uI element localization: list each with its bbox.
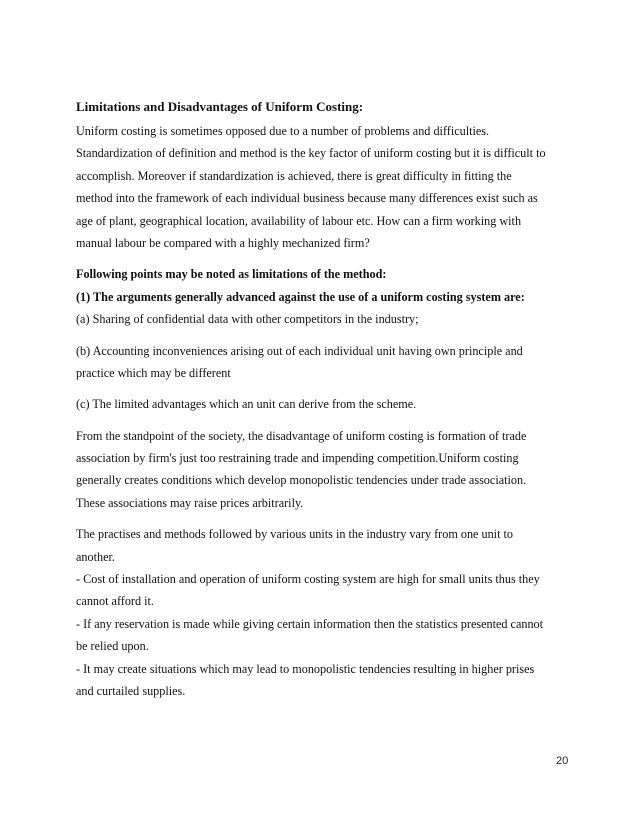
practises-paragraph	[76, 523, 576, 702]
spacer	[76, 331, 576, 340]
intro-paragraph	[76, 120, 576, 254]
text-line: From the standpoint of the society, the disadvantage of uniform costing is formation of trade	[76, 428, 527, 443]
text-line: practice which may be different	[76, 365, 231, 380]
text-line: and curtailed supplies.	[76, 683, 186, 698]
text-line: association by firm's just too restraining trade and impending competition.Uniform costing	[76, 451, 519, 466]
society-paragraph	[76, 425, 576, 515]
page-number: 20	[556, 755, 569, 767]
text-line: be relied upon.	[76, 639, 149, 654]
text-line: generally creates conditions which develop monopolistic tendencies under trade association.	[76, 473, 527, 488]
spacer	[76, 254, 576, 263]
point-c: (c) The limited advantages which an unit can derive from the scheme.	[76, 397, 417, 412]
spacer	[76, 416, 576, 425]
spacer	[76, 384, 576, 393]
spacer	[76, 514, 576, 523]
text-line: manual labour be compared with a highly mechanized firm?	[76, 235, 370, 250]
text-line: Standardization of definition and method is the key factor of uniform costing but it is difficult to	[76, 146, 546, 161]
point-b	[76, 340, 576, 385]
text-line: These associations may raise prices arbitrarily.	[76, 495, 304, 510]
text-line: another.	[76, 549, 115, 564]
arguments-subheading: (1) The arguments generally advanced against the use of a uniform costing system are:	[76, 289, 525, 304]
text-line: method into the framework of each individual business because many differences exist such as	[76, 191, 538, 206]
text-line: Uniform costing is sometimes opposed due to a number of problems and difficulties.	[76, 124, 490, 138]
text-line: (b) Accounting inconveniences arising out of each individual unit having own principle and	[76, 343, 523, 358]
point-a: (a) Sharing of confidential data with other competitors in the industry;	[76, 312, 419, 327]
text-line: age of plant, geographical location, availability of labour etc. How can a firm working with	[76, 213, 522, 228]
text-line: - It may create situations which may lead to monopolistic tendencies resulting in higher prises	[76, 661, 535, 676]
page-content	[76, 96, 576, 702]
text-line: - If any reservation is made while giving certain information then the statistics presented cannot	[76, 616, 544, 631]
text-line: cannot afford it.	[76, 594, 154, 609]
section-heading: Limitations and Disadvantages of Uniform Costing:	[76, 99, 364, 114]
limitations-subheading: Following points may be noted as limitations of the method:	[76, 267, 387, 282]
text-line: The practises and methods followed by various units in the industry vary from one unit to	[76, 527, 513, 542]
text-line: accomplish. Moreover if standardization is achieved, there is great difficulty in fitting the	[76, 168, 512, 183]
text-line: - Cost of installation and operation of uniform costing system are high for small units thus they	[76, 572, 540, 587]
